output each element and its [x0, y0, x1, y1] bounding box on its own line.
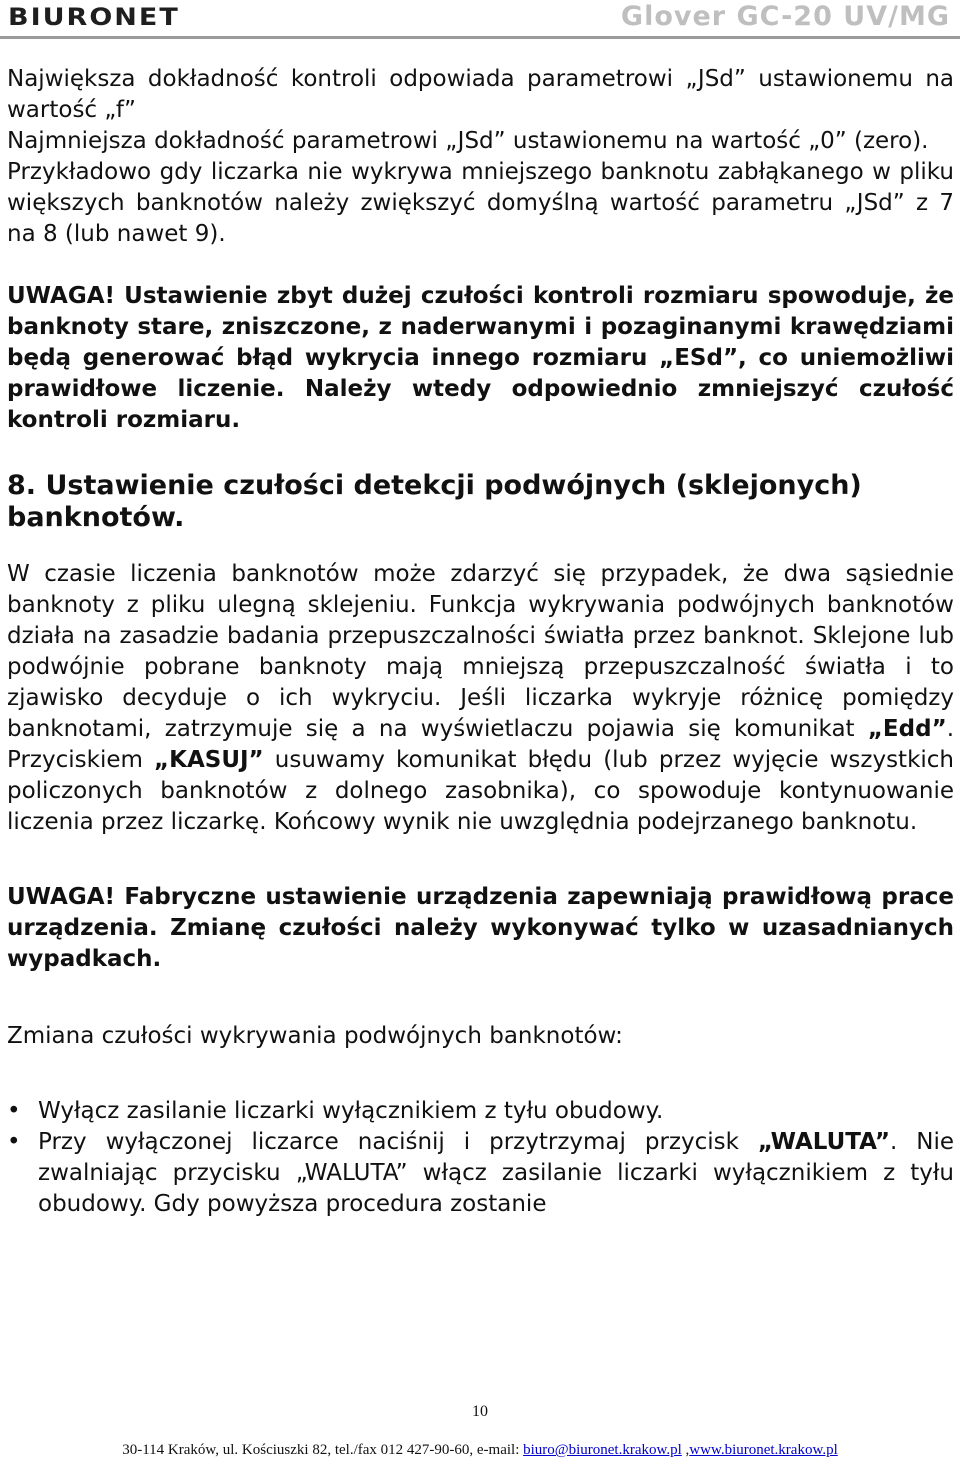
- paragraph-text: W czasie liczenia banknotów może zdarzyć się przypadek, że dwa sąsiednie banknoty z pliku ulegną sklejeniu. Funkcja wykrywania podwójnych banknotów działa na zasadzie badania przepuszczalności światła przez banknot. Sklejone lub podwójnie pobrane banknoty mają mniejszą przepuszczalność światła i to zjawisko decyduje o ich wykryciu. Jeśli liczarka wykryje różnicę pomiędzy banknotami, zatrzymuje się a na wyświetlaczu pojawia się komunikat: [7, 561, 954, 742]
- paragraph-max-precision: Największa dokładność kontroli odpowiada parametrowi „JSd” ustawionemu na wartość „f”: [7, 66, 954, 123]
- paragraph-change-sensitivity: Zmiana czułości wykrywania podwójnych banknotów:: [7, 1023, 623, 1049]
- document-body: [7, 64, 954, 1220]
- list-item: [7, 1096, 954, 1127]
- paragraph-min-precision: Najmniejsza dokładność parametrowi „JSd” ustawionemu na wartość „0” (zero).: [7, 128, 929, 154]
- edd-message: „Edd”: [867, 716, 947, 742]
- paragraph-double-detection: [7, 559, 954, 838]
- page-footer: [0, 1442, 960, 1459]
- paragraph-text: . Przyciskiem: [7, 716, 954, 773]
- warning-size-sensitivity: UWAGA! Ustawienie zbyt dużej czułości kontroli rozmiaru spowoduje, że banknoty stare, zniszczone, z naderwanymi i pozaginanymi krawędziami będą generować błąd wykrycia innego rozmiaru „ESd”, co uniemożliwi prawidłowe liczenie. Należy wtedy odpowiednio zmniejszyć czułość kontroli rozmiaru.: [7, 283, 954, 433]
- paragraph-text: usuwamy komunikat błędu (lub przez wyjęcie wszystkich policzonych banknotów z dolnego zasobnika), co spowoduje kontynuowanie liczenia przez liczarkę. Końcowy wynik nie uwzględnia podejrzanego banknotu.: [7, 747, 955, 835]
- list-item-text: Wyłącz zasilanie liczarki wyłącznikiem z tyłu obudowy.: [38, 1098, 664, 1124]
- steps-list: [7, 1096, 954, 1220]
- warning-factory-settings: UWAGA! Fabryczne ustawienie urządzenia zapewniają prawidłową prace urządzenia. Zmianę czułości należy wykonywać tylko w uzasadnianych wypadkach.: [7, 884, 954, 972]
- paragraph-example: Przykładowo gdy liczarka nie wykrywa mniejszego banknotu zabłąkanego w pliku większych banknotów należy zwiększyć domyślną wartość parametru „JSd” z 7 na 8 (lub nawet 9).: [7, 159, 954, 247]
- bullet-icon: •: [7, 1129, 21, 1155]
- waluta-key: „WALUTA”: [757, 1129, 890, 1155]
- page-header: [0, 0, 960, 34]
- kasuj-key: „KASUJ”: [154, 747, 264, 773]
- biuronet-logo: BIURONET: [8, 3, 180, 32]
- section-heading-8: 8. Ustawienie czułości detekcji podwójnych (sklejonych) banknotów.: [7, 470, 862, 533]
- bullet-icon: •: [7, 1098, 21, 1124]
- page-number: 10: [472, 1403, 488, 1420]
- email-link[interactable]: biuro@biuronet.krakow.pl: [523, 1442, 682, 1458]
- list-item: [7, 1127, 954, 1220]
- website-link[interactable]: www.biuronet.krakow.pl: [689, 1442, 838, 1458]
- header-divider: [0, 36, 960, 39]
- list-item-text: Przy wyłączonej liczarce naciśnij i przytrzymaj przycisk: [38, 1129, 758, 1155]
- footer-separator: ,: [681, 1442, 690, 1458]
- product-title: Glover GC-20 UV/MG: [620, 1, 950, 32]
- footer-address: 30-114 Kraków, ul. Kościuszki 82, tel./fax 012 427-90-60, e-mail:: [122, 1442, 524, 1458]
- list-item-text: . Nie zwalniając przycisku „WALUTA” włącz zasilanie liczarki wyłącznikiem z tyłu obudowy. Gdy powyższa procedura zostanie: [38, 1129, 954, 1217]
